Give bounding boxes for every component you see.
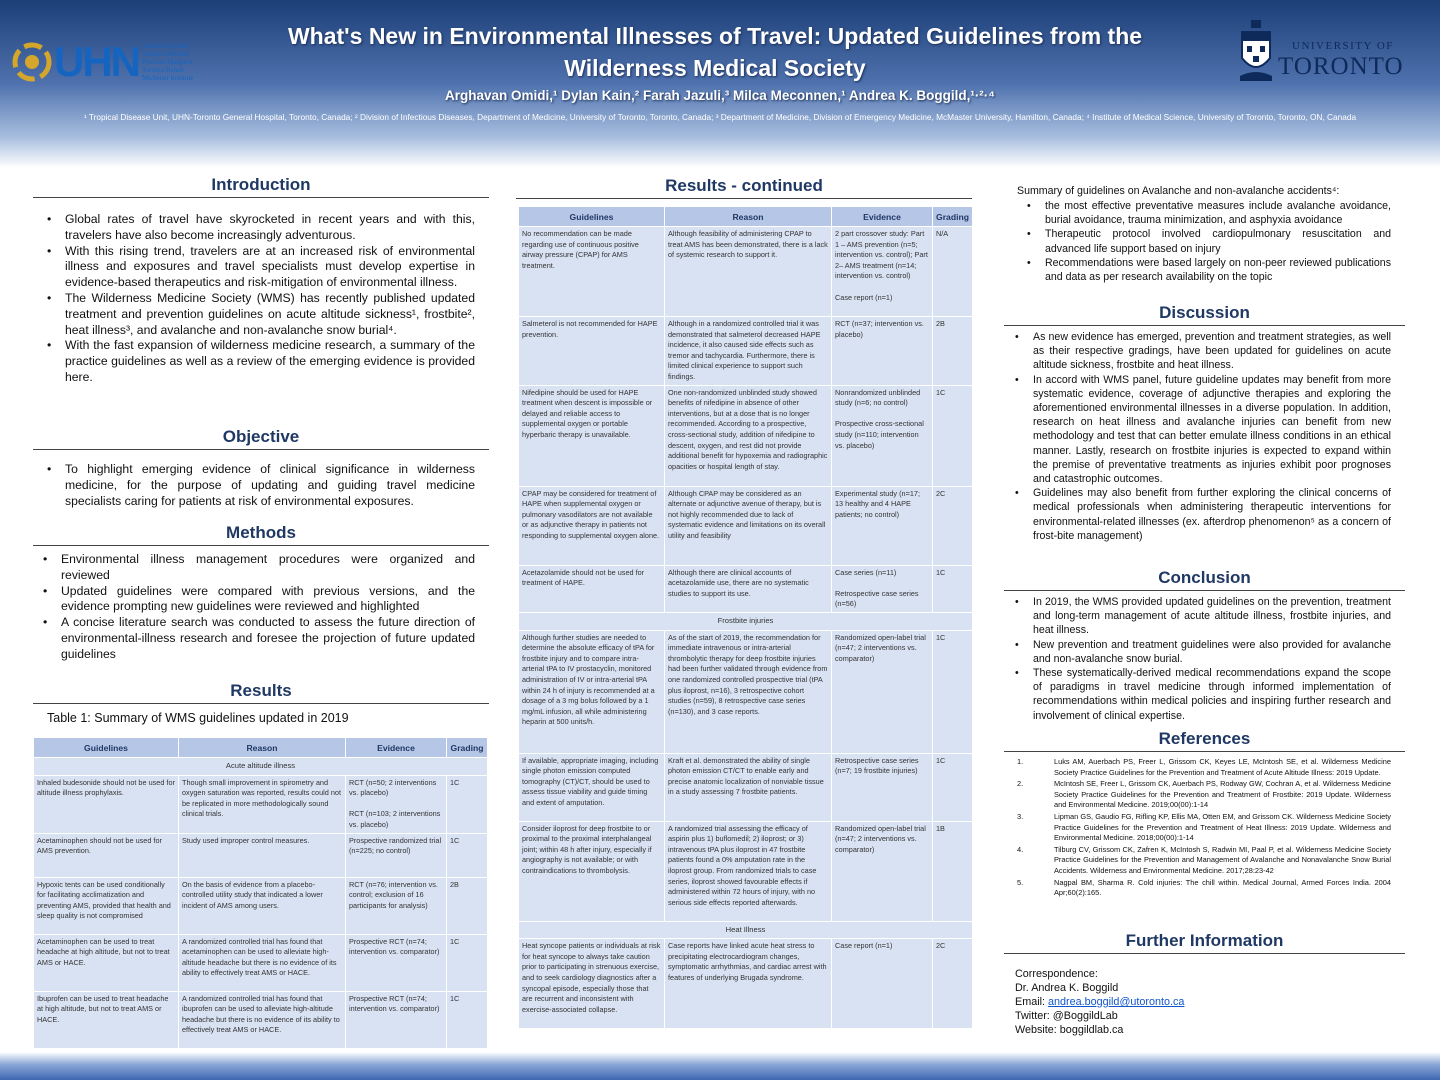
contact-twitter: Twitter: @BoggildLab — [1015, 1010, 1118, 1022]
table-cell: N/A — [933, 227, 973, 317]
table-cell: Although CPAP may be considered as an alternate or adjunctive avenue of therapy, but is not highly recommended due to lack of systematic evidence and limitations on its overall utility and feasibility — [665, 486, 832, 565]
table-row — [519, 821, 973, 921]
contact-name: Dr. Andrea K. Boggild — [1015, 982, 1119, 994]
contact-block — [1015, 967, 1184, 1037]
table-cell: Although there are clinical accounts of acetazolamide use, there are no systematic studies to support its use. — [665, 565, 832, 612]
references-list — [1017, 757, 1391, 900]
column-header: Guidelines — [34, 738, 179, 758]
table-cell: 2C — [933, 486, 973, 565]
list-item: • Environmental illness management procedures were organized and reviewed — [41, 552, 475, 584]
uhn-logo — [12, 38, 212, 86]
table-header-row — [519, 207, 973, 227]
table-cell: 1C — [447, 991, 488, 1048]
table-cell: No recommendation can be made regarding use of continuous positive airway pressure (CPAP) for AMS treatment. — [519, 227, 665, 317]
table-cell: 1C — [447, 934, 488, 991]
reference-item — [1017, 779, 1391, 811]
table-row — [519, 385, 973, 486]
table-cell: Case series (n=11) Retrospective case series (n=56) — [832, 565, 933, 612]
introduction-list — [45, 212, 475, 386]
table-group-row — [519, 921, 973, 939]
table-cell: On the basis of evidence from a placebo-controlled utility study that indicated a lower incident of AMS among users. — [179, 877, 346, 934]
table-cell: 2B — [933, 317, 973, 386]
discussion-list — [1013, 330, 1391, 543]
reference-text: McIntosh SE, Freer L, Grissom CK, Auerbach PS, Rodway GW, Cochran A, et al. Wilderness Medicine Society Practice Guidelines for the Prevention and Treatment of Frostbite: 2019 Update. Wilderness and Environmental Medicine. 2019;00(00):1-14 — [1054, 779, 1391, 810]
column-header: Evidence — [832, 207, 933, 227]
reference-item — [1017, 878, 1391, 899]
list-item: • In accord with WMS panel, future guideline updates may benefit from more systematic evidence, coverage of adjunctive therapies and exploring the aforementioned environmental illnesses in a diverse population. In addition, research on heat illness and avalanche injuries can benefit from new methodology and test that can better emulate illness conditions in an ethical manner. Lastly, research on frostbite injuries is expected to expand within the premise of preventative treatments as injuries exhibit poor prognoses and catastrophic outcomes. — [1013, 373, 1391, 487]
column-header: Guidelines — [519, 207, 665, 227]
contact-website: Website: boggildlab.ca — [1015, 1024, 1124, 1036]
discussion-heading: Discussion — [1004, 302, 1405, 326]
column-header: Evidence — [346, 738, 447, 758]
reference-item — [1017, 845, 1391, 877]
table-cell: A randomized controlled trial has found that ibuprofen can be used to alleviate high-altitude headache but there is no evidence of its ability to effectively treat AMS or HACE. — [179, 991, 346, 1048]
table-cell: Prospective randomized trial (n=225; no control) — [346, 833, 447, 877]
table-cell: Study used improper control measures. — [179, 833, 346, 877]
list-item: • In 2019, the WMS provided updated guidelines on the prevention, treatment and long-term management of acute altitude illness, frostbite injuries, and heat illness. — [1013, 595, 1391, 638]
table-row — [34, 877, 488, 934]
table-cell: Acetazolamide should not be used for treatment of HAPE. — [519, 565, 665, 612]
table-cell: 1C — [447, 775, 488, 833]
objective-list — [45, 462, 475, 509]
objective-heading: Objective — [33, 426, 489, 450]
contact-email-line — [1015, 995, 1184, 1009]
table-cell: Although in a randomized controlled trial it was demonstrated that salmeterol decreased HAPE incidence, it also caused side effects such as tremor and tachycardia. Furthermore, there is limited clinical experience to support such findings. — [665, 317, 832, 386]
table-cell: Although feasibility of administering CPAP to treat AMS has been demonstrated, there is a lack of systemic research to support it. — [665, 227, 832, 317]
list-item: • As new evidence has emerged, prevention and treatment strategies, as well as their respective gradings, have been updated for guidelines on acute altitude sickness, frostbite and heat illness. — [1013, 330, 1391, 373]
list-item: • A concise literature search was conducted to assess the future direction of environmental-illness research and foresee the projection of future updated guidelines — [41, 615, 475, 662]
table-cell: Kraft et al. demonstrated the ability of single photon emission CT/CT to enable early and precise anatomic localization of nonviable tissue in a study assessing 7 frostbite patients. — [665, 753, 832, 821]
table-cell: Randomized open-label trial (n=47; 2 interventions vs. comparator) — [832, 821, 933, 921]
list-item: • The Wilderness Medicine Society (WMS) has recently published updated treatment and prevention guidelines on acute altitude sickness¹, frostbite², heat illness³, and avalanche and non-avalanche snow burial⁴. — [45, 291, 475, 338]
reference-number: 2. — [1017, 779, 1024, 789]
list-item: • Updated guidelines were compared with previous versions, and the evidence prompting new guidelines were reviewed and highlighted — [41, 584, 475, 616]
correspondence-label: Correspondence: — [1015, 968, 1098, 980]
poster-affiliations: ¹ Tropical Disease Unit, UHN-Toronto General Hospital, Toronto, Canada; ² Division of Infectious Diseases, Department of Medicine, University of Toronto, Toronto, Canada; ³ Department of Medicine, Division of Emergency Medicine, McMaster University, Hamilton, Canada; ⁴ Institute of Medical Science, University of Toronto, Toronto, ON, Canada — [83, 112, 1357, 122]
column-header: Grading — [933, 207, 973, 227]
table-cell: Although further studies are needed to determine the absolute efficacy of tPA for frostbite injury and to compare intra-arterial tPA to IV prostacyclin, monitored administration of IV or intra-arterial tPA within 24 h of injury is recommended at a dosage of a 3 mg bolus followed by a 1 mg/mL infusion, all while administering heparin at 500 units/h. — [519, 630, 665, 753]
reference-number: 5. — [1017, 877, 1024, 887]
table-cell: RCT (n=76; intervention vs. control; exclusion of 16 participants for analysis) — [346, 877, 447, 934]
table-cell: 1C — [933, 753, 973, 821]
table-cell: Heat syncope patients or individuals at risk for heat syncope to always take caution prior to participating in strenuous exercise, and to seek cardiology diagnostics after a syncopal episode, especially those that are recurrent and inconsistent with exercise-associated collapse. — [519, 939, 665, 1029]
table-cell: A randomized trial assessing the efficacy of aspirin plus 1) buflomedil; 2) iloprost; or 3) intravenous tPA plus iloprost in 47 frostbite patients found a 0% amputation rate in the iloprost group. From randomized trials to case series, iloprost showed favourable effects if administered within 72 hours of injury, with no serious side effects reported afterwards. — [665, 821, 832, 921]
table-cell: Acetaminophen should not be used for AMS prevention. — [34, 833, 179, 877]
email-link[interactable]: andrea.boggild@utoronto.ca — [1048, 996, 1185, 1008]
table-row — [519, 565, 973, 612]
table-cell: As of the start of 2019, the recommendation for immediate intravenous or intra-arterial thrombolytic therapy for deep frostbite injuries had been further validated through evidence from one randomized controlled prospective trial (tPA plus iloprost, n=16), 3 retrospective cohort studies (n=59), 8 retrospective case series (n=130), and 3 case reports. — [665, 630, 832, 753]
table-row — [519, 227, 973, 317]
table-cell: Hypoxic tents can be used conditionally for facilitating acclimatization and preventing AMS, provided that health and sleep quality is not compromised — [34, 877, 179, 934]
reference-number: 1. — [1017, 757, 1024, 766]
poster-title: What's New in Environmental Illnesses of Travel: Updated Guidelines from the Wilderness Medical Society — [287, 23, 1143, 81]
table-group-row — [519, 612, 973, 630]
list-item: • With the fast expansion of wilderness medicine research, a summary of the practice guidelines as well as a review of the emerging evidence is provided here. — [45, 338, 475, 385]
table-cell: 1C — [447, 833, 488, 877]
reference-item — [1017, 757, 1391, 778]
results-continued-heading: Results - continued — [516, 175, 972, 199]
table-cell: Inhaled budesonide should not be used for altitude illness prophylaxis. — [34, 775, 179, 833]
table-cell: Case report (n=1) — [832, 939, 933, 1029]
table-row — [519, 939, 973, 1029]
table-cell: Though small improvement in spirometry and oxygen saturation was reported, results could not be replicated in more methodologically sound clinical trials. — [179, 775, 346, 833]
table-cell: If available, appropriate imaging, including single photon emission computed tomography (CT)/CT, should be used to assess tissue viability and guide timing and extent of amputation. — [519, 753, 665, 821]
table-row — [34, 775, 488, 833]
footer-banner — [0, 1052, 1440, 1080]
table-row — [519, 486, 973, 565]
list-item: • New prevention and treatment guidelines were also provided for avalanche and non-avalanche snow burial. — [1013, 638, 1391, 666]
table-cell: A randomized controlled trial has found that acetaminophen can be used to alleviate high-altitude headache but there is no evidence of its ability to effectively treat AMS or HACE. — [179, 934, 346, 991]
table-cell: Consider iloprost for deep frostbite to or proximal to the proximal interphalangeal joint; within 48 h after injury, especially if angiography is not available; or with contraindications to thrombolysis. — [519, 821, 665, 921]
introduction-heading: Introduction — [33, 174, 489, 198]
further-information-heading: Further Information — [1004, 930, 1405, 954]
methods-list — [41, 552, 475, 663]
table-cell: Prospective RCT (n=74; intervention vs. comparator) — [346, 991, 447, 1048]
table-group-row — [34, 758, 488, 776]
list-item: • Global rates of travel have skyrocketed in recent years and with this, travelers have also become increasingly adventurous. — [45, 212, 475, 244]
list-item: • Therapeutic protocol involved cardiopulmonary resuscitation and advanced life support based on injury — [1025, 227, 1391, 255]
list-item: • To highlight emerging evidence of clinical significance in wilderness medicine, for the purpose of updating and guiding travel medicine specialists caring for patients at risk of environmental exposures. — [45, 462, 475, 509]
table-caption: Table 1: Summary of WMS guidelines updated in 2019 — [47, 711, 349, 725]
uoft-logo-top: UNIVERSITY OF — [1292, 40, 1394, 52]
table-cell: Case reports have linked acute heat stress to precipitating electrocardiogram changes, symptomatic arrhythmias, and cardiac arrest with features of underlying Brugada syndrome. — [665, 939, 832, 1029]
table-cell: Experimental study (n=17; 13 healthy and 4 HAPE patients; no control) — [832, 486, 933, 565]
reference-text: Lipman GS, Gaudio FG, Rifling KP, Ellis MA, Otten EM, and Grissom CK. Wilderness Medicine Society Practice Guidelines for the Prevention and Treatment of Heat Illness: 2019 Update. Wilderness and Environmental Medicine. 2018;00(00):1-14 — [1054, 811, 1391, 843]
table-cell: CPAP may be considered for treatment of HAPE when supplemental oxygen or pulmonary vasodilators are not available or as adjunctive therapy in patients not responding to supplemental oxygen alone. — [519, 486, 665, 565]
list-item: • With this rising trend, travelers are at an increased risk of environmental illness and exposures and travel specialists must develop expertise in evidence-based therapeutics and risk-mitigation of environmental illness. — [45, 244, 475, 291]
results-table — [33, 737, 488, 1049]
uhn-logo-sites: Toronto General Toronto Western Princess Margaret Toronto Rehab Michener Institute — [142, 42, 194, 82]
poster-authors: Arghavan Omidi,¹ Dylan Kain,² Farah Jazuli,³ Milca Meconnen,¹ Andrea K. Boggild,¹·²·⁴ — [445, 88, 995, 103]
table-cell: 2 part crossover study: Part 1 – AMS prevention (n=5; intervention vs. control); Part 2– AMS treatment (n=14; intervention vs. control) Case report (n=1) — [832, 227, 933, 317]
conclusion-heading: Conclusion — [1004, 567, 1405, 591]
list-item: • These systematically-derived medical recommendations expand the scope of paradigms in travel medicine through informed implementation of recommendations within medical policies and inspiring further research and involvement of clinical expertise. — [1013, 666, 1391, 723]
table-cell: 2B — [447, 877, 488, 934]
uoft-crest-icon — [1238, 20, 1274, 82]
table-cell: Prospective RCT (n=74; intervention vs. comparator) — [346, 934, 447, 991]
uhn-logo-letters: UHN — [54, 38, 139, 85]
reference-text: Nagpal BM, Sharma R. Cold injuries: The chill within. Medical Journal, Armed Forces India. 2004 Apr;60(2):165. — [1054, 877, 1391, 898]
table-cell: Retrospective case series (n=7; 19 frostbite injuries) — [832, 753, 933, 821]
table-cell: RCT (n=37; intervention vs. placebo) — [832, 317, 933, 386]
reference-text: Luks AM, Auerbach PS, Freer L, Grissom CK, Keyes LE, McIntosh SE, et al. Wilderness Medicine Society Practice Guidelines for the Prevention and Treatment of Acute Altitude Illness: 2019 Update. — [1054, 757, 1391, 777]
methods-heading: Methods — [33, 522, 489, 546]
conclusion-list — [1013, 595, 1391, 723]
reference-number: 4. — [1017, 844, 1024, 854]
table-row — [519, 630, 973, 753]
table-cell: Ibuprofen can be used to treat headache at high altitude, but not to treat AMS or HACE. — [34, 991, 179, 1048]
table-cell: 2C — [933, 939, 973, 1029]
reference-number: 3. — [1017, 811, 1024, 821]
group-label: Frostbite injuries — [519, 612, 973, 630]
table-cell: RCT (n=50; 2 interventions vs. placebo) RCT (n=103; 2 interventions vs. placebo) — [346, 775, 447, 833]
uoft-logo — [1238, 20, 1433, 90]
table-cell: 1C — [933, 630, 973, 753]
references-heading: References — [1004, 728, 1405, 752]
group-label: Acute altitude illness — [34, 758, 488, 776]
group-label: Heat Illness — [519, 921, 973, 939]
list-item: • Guidelines may also benefit from further exploring the clinical concerns of medical professionals when administering therapeutic interventions for environmental-related illnesses (ex. afterdrop phenomenon⁵ as a concern of frost-bite management) — [1013, 486, 1391, 543]
table-row — [34, 833, 488, 877]
table-cell: Randomized open-label trial (n=47; 2 interventions vs. comparator) — [832, 630, 933, 753]
table-row — [34, 934, 488, 991]
table-cell: Nonrandomized unblinded study (n=6; no control) Prospective cross-sectional study (n=110; intervention vs. placebo) — [832, 385, 933, 486]
column-header: Grading — [447, 738, 488, 758]
reference-item — [1017, 812, 1391, 844]
uoft-logo-name: TORONTO — [1278, 53, 1404, 80]
reference-text: Tilburg CV, Grissom CK, Zafren K, McIntosh S, Radwin MI, Paal P, et al. Wilderness Medicine Society Practice Guidelines for the Prevention and Management of Avalanche and Nonavalanche Snow Burial Accidents. Wilderness and Environmental Medicine. 2017;28:23-42 — [1054, 844, 1391, 875]
table-cell: One non-randomized unblinded study showed benefits of nifedipine in absence of other interventions, but at a dose that is no longer recommended. According to a prospective, cross-sectional study, addition of nifedipine to descent, oxygen, and rest did not provide additional benefit for hypoxemia and radiographic opacities or hospital length of stay. — [665, 385, 832, 486]
summary-list — [1025, 199, 1391, 284]
summary-title: Summary of guidelines on Avalanche and non-avalanche accidents⁴: — [1017, 185, 1340, 197]
table-cell: 1C — [933, 565, 973, 612]
list-item: • the most effective preventative measures include avalanche avoidance, burial avoidance, trauma minimization, and asphyxia avoidance — [1025, 199, 1391, 227]
table-row — [34, 991, 488, 1048]
table-cell: Acetaminophen can be used to treat headache at high altitude, but not to treat AMS or HACE. — [34, 934, 179, 991]
table-row — [519, 317, 973, 386]
uhn-swirl-icon — [12, 42, 52, 82]
table-cell: 1B — [933, 821, 973, 921]
results-heading: Results — [33, 680, 489, 704]
table-header-row — [34, 738, 488, 758]
table-cell: Salmeterol is not recommended for HAPE prevention. — [519, 317, 665, 386]
table-row — [519, 753, 973, 821]
column-header: Reason — [179, 738, 346, 758]
email-label: Email: — [1015, 996, 1048, 1008]
table-cell: Nifedipine should be used for HAPE treatment when descent is impossible or delayed and reliable access to supplemental oxygen or portable hyperbaric therapy is unavailable. — [519, 385, 665, 486]
table-cell: 1C — [933, 385, 973, 486]
list-item: • Recommendations were based largely on non-peer reviewed publications and data as per research availability on the topic — [1025, 256, 1391, 284]
results-continued-table — [518, 206, 973, 1029]
column-header: Reason — [665, 207, 832, 227]
